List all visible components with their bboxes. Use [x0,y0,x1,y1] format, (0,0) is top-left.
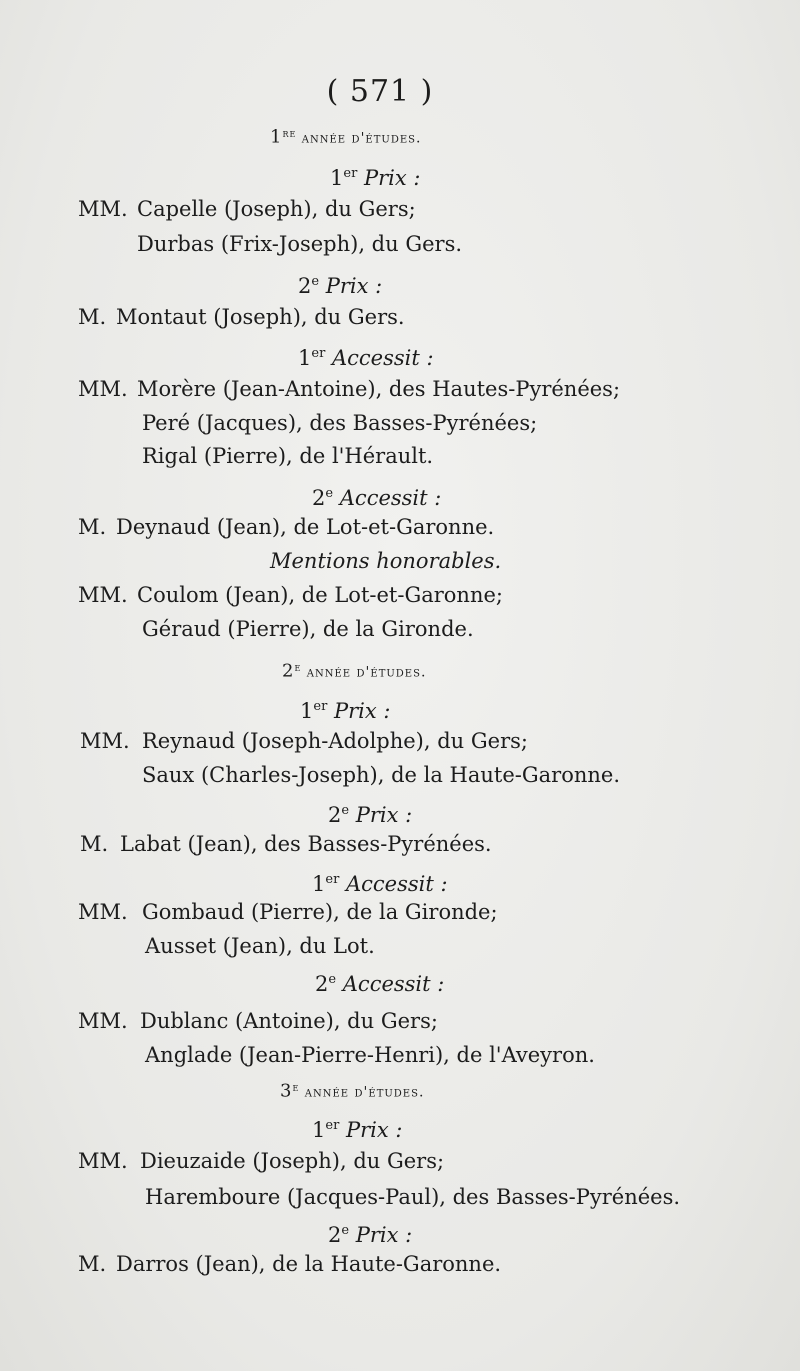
entry-prefix: M. [80,832,109,856]
entry-text: Coulom (Jean), de Lot-et-Garonne; [137,583,503,607]
entry-text: Reynaud (Joseph-Adolphe), du Gers; [142,729,528,753]
entry-text: Peré (Jacques), des Basses-Pyrénées; [142,411,538,435]
group-title: 2e Accessit : [315,972,445,996]
entry-prefix: M. [78,515,107,539]
entry-text: Rigal (Pierre), de l'Hérault. [142,444,434,468]
section-heading: 2e année d'études. [282,660,427,682]
entry-text: Gombaud (Pierre), de la Gironde; [142,900,498,924]
group-title: 1er Prix : [330,166,421,190]
entry-text: Saux (Charles-Joseph), de la Haute-Garonne. [142,763,620,787]
entry-text: Morère (Jean-Antoine), des Hautes-Pyrénées; [137,377,621,401]
entry-text: Haremboure (Jacques-Paul), des Basses-Pyrénées. [145,1185,681,1209]
entry-prefix: MM. [78,1149,128,1173]
group-title: 1er Accessit : [298,346,434,370]
entry-text: Durbas (Frix-Joseph), du Gers. [137,232,463,256]
group-title: 2e Accessit : [312,486,442,510]
entry-prefix: MM. [78,1009,128,1033]
group-title: Mentions honorables. [270,549,502,573]
entry-prefix: MM. [78,197,128,221]
entry-text: Dieuzaide (Joseph), du Gers; [140,1149,445,1173]
entry-prefix: MM. [78,377,128,401]
entry-text: Labat (Jean), des Basses-Pyrénées. [120,832,492,856]
entry-prefix: MM. [78,583,128,607]
entry-text: Dublanc (Antoine), du Gers; [140,1009,438,1033]
page-number: ( 571 ) [326,74,434,109]
entry-text: Montaut (Joseph), du Gers. [116,305,405,329]
entry-prefix: M. [78,1252,107,1276]
entry-prefix: MM. [80,729,130,753]
section-heading: 3e année d'études. [280,1080,425,1102]
entry-prefix: M. [78,305,107,329]
entry-text: Géraud (Pierre), de la Gironde. [142,617,474,641]
group-title: 1er Prix : [300,699,391,723]
entry-prefix: MM. [78,900,128,924]
group-title: 2e Prix : [328,1223,413,1247]
section-heading: 1re année d'études. [270,126,422,148]
entry-text: Anglade (Jean-Pierre-Henri), de l'Aveyron. [145,1043,595,1067]
entry-text: Darros (Jean), de la Haute-Garonne. [116,1252,502,1276]
entry-text: Ausset (Jean), du Lot. [145,934,375,958]
group-title: 1er Prix : [312,1118,403,1142]
group-title: 2e Prix : [298,274,383,298]
group-title: 2e Prix : [328,803,413,827]
entry-text: Capelle (Joseph), du Gers; [137,197,416,221]
entry-text: Deynaud (Jean), de Lot-et-Garonne. [116,515,495,539]
group-title: 1er Accessit : [312,872,448,896]
